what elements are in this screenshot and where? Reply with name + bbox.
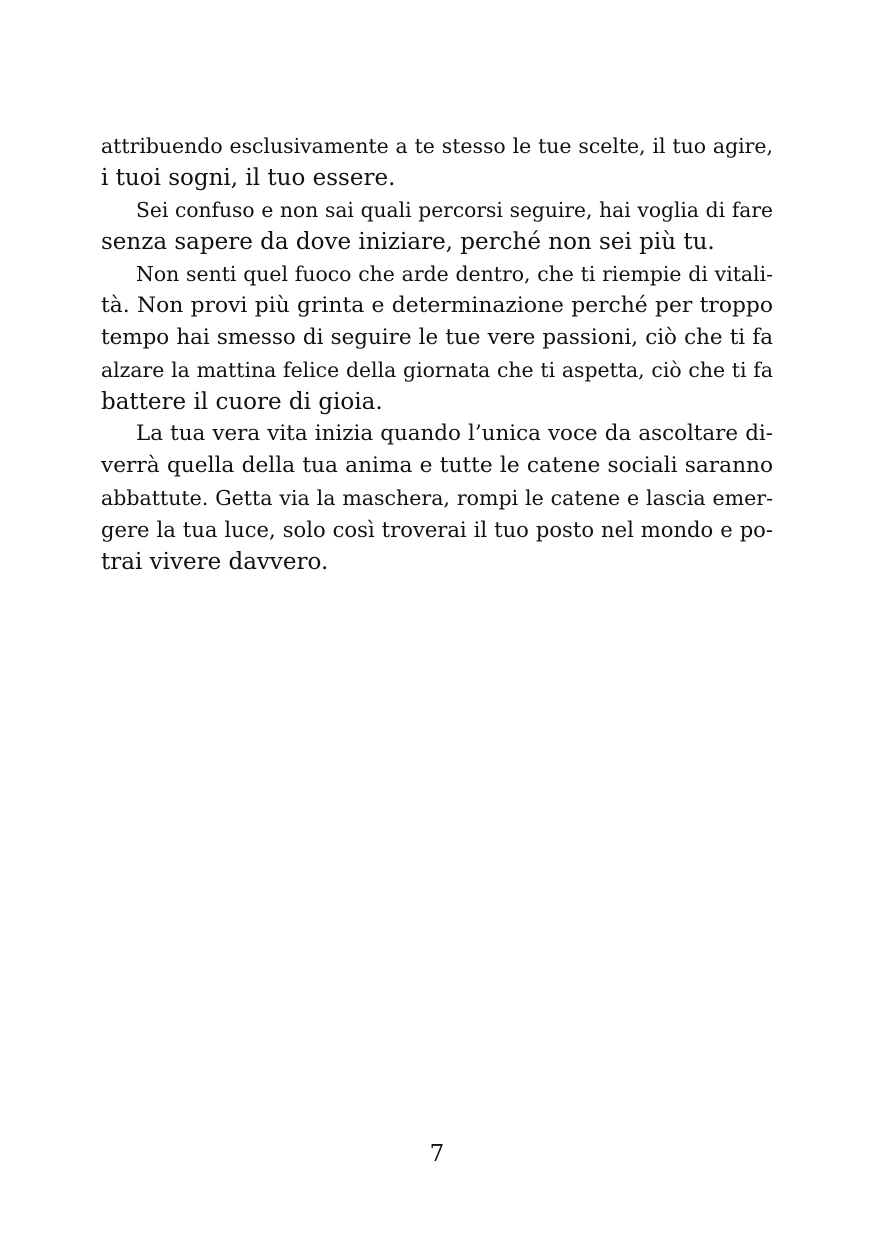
- paragraph-4-line-3: abbattute. Getta via la maschera, rompi le catene e lascia emer-: [101, 486, 773, 510]
- paragraph-1-line-1: attribuendo esclusivamente a te stesso le tue scelte, il tuo agire,: [101, 134, 773, 158]
- paragraph-4-line-4: gere la tua luce, solo così troverai il tuo posto nel mondo e po-: [101, 517, 773, 542]
- paragraph-3-line-1: Non senti quel fuoco che arde dentro, che ti riempie di vitali-: [136, 262, 773, 286]
- page-number: 7: [429, 1141, 445, 1167]
- paragraph-2-line-2: senza sapere da dove iniziare, perché non sei più tu.: [101, 229, 715, 255]
- paragraph-4-line-2: verrà quella della tua anima e tutte le catene sociali saranno: [101, 453, 773, 478]
- paragraph-1-line-2: i tuoi sogni, il tuo essere.: [101, 165, 396, 191]
- paragraph-4-line-5: trai vivere davvero.: [101, 549, 329, 575]
- paragraph-3-line-2: tà. Non provi più grinta e determinazione perché per troppo: [101, 293, 773, 318]
- paragraph-2-line-1: Sei confuso e non sai quali percorsi seguire, hai voglia di fare: [136, 198, 773, 222]
- paragraph-3-line-4: alzare la mattina felice della giornata che ti aspetta, ciò che ti fa: [101, 358, 773, 382]
- body-text: [101, 130, 773, 578]
- paragraph-4-line-1: La tua vera vita inizia quando l’unica voce da ascoltare di-: [136, 421, 773, 446]
- paragraph-3-line-3: tempo hai smesso di seguire le tue vere passioni, ciò che ti fa: [101, 325, 773, 350]
- paragraph-3-line-5: battere il cuore di gioia.: [101, 389, 383, 415]
